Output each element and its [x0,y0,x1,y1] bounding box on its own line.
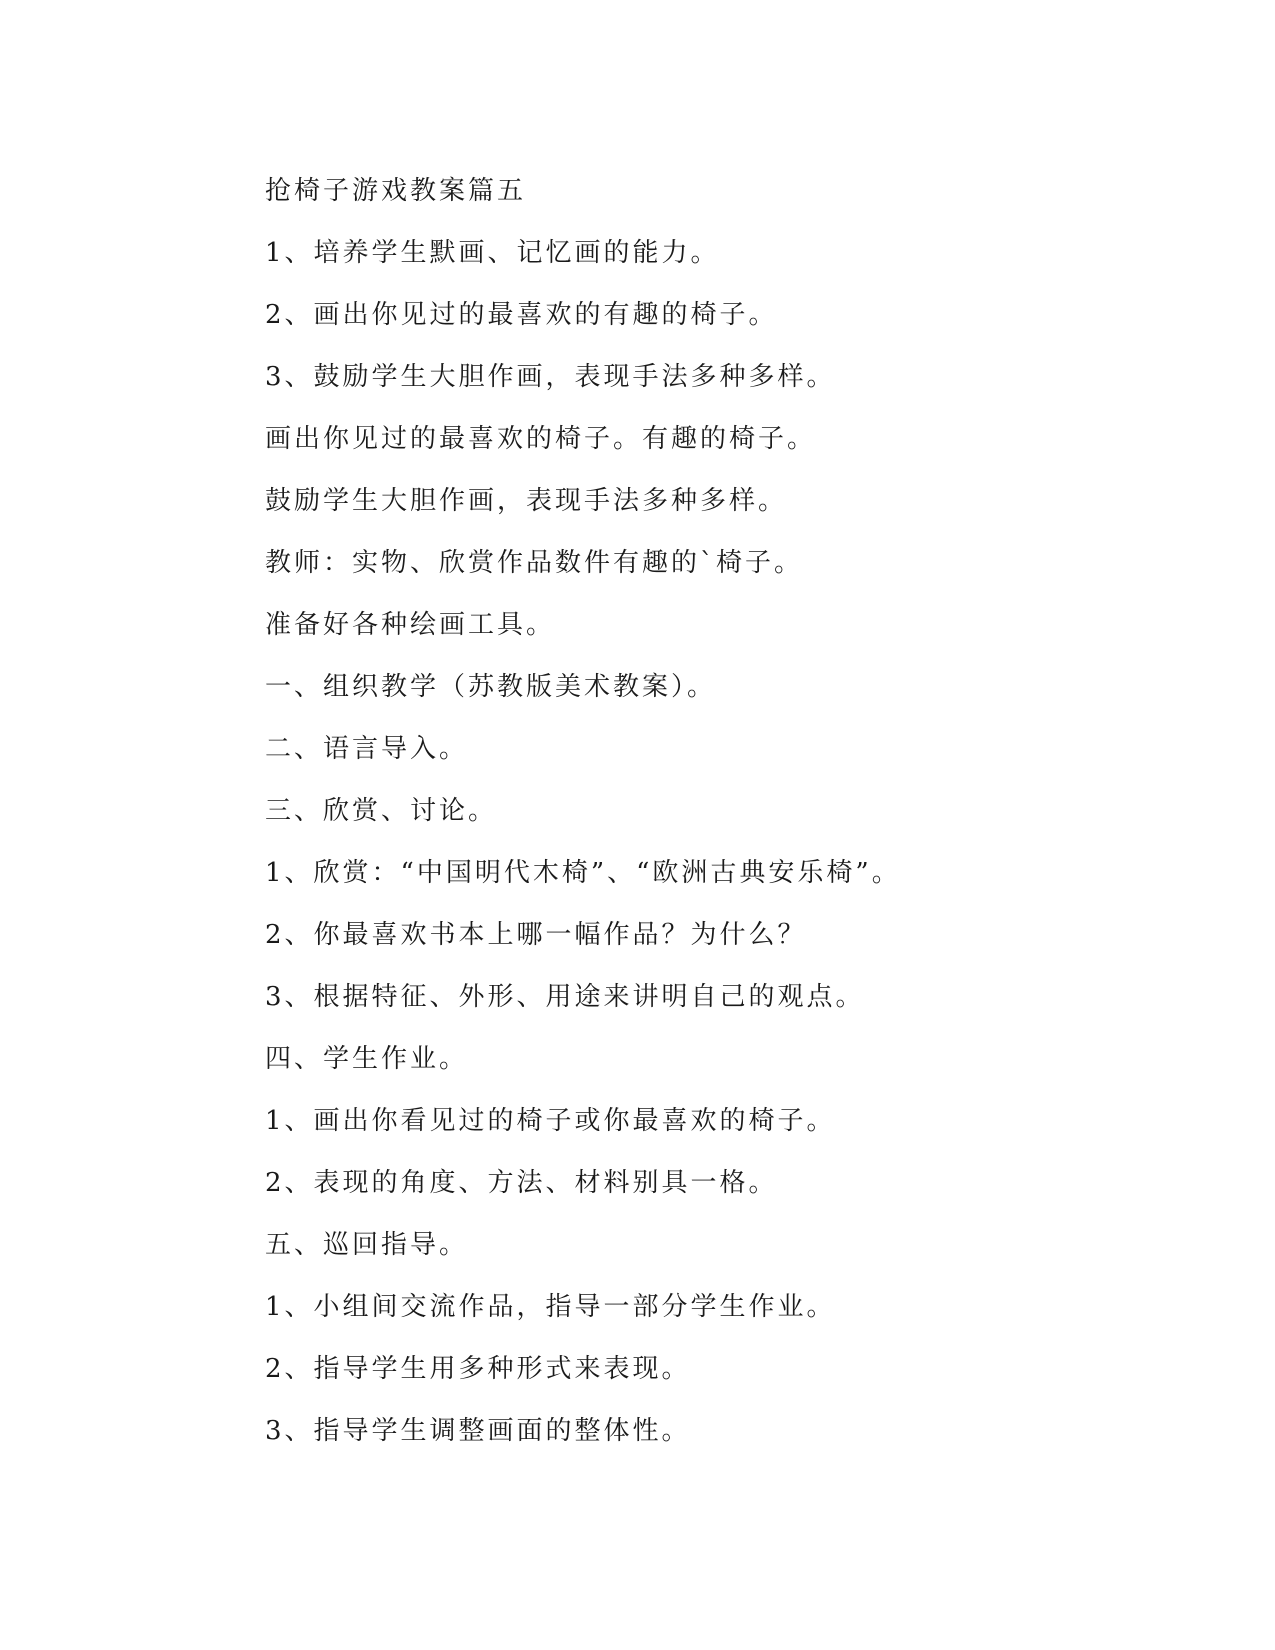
step-3-item-2: 2、你最喜欢书本上哪一幅作品？为什么？ [265,920,807,950]
step-1-heading: 一、组织教学（苏教版美术教案）。 [265,672,717,702]
document-title: 抢椅子游戏教案篇五 [265,176,527,206]
objective-2: 2、画出你见过的最喜欢的有趣的椅子。 [265,300,778,330]
objective-1: 1、培养学生默画、记忆画的能力。 [265,238,720,268]
objective-3: 3、鼓励学生大胆作画，表现手法多种多样。 [265,362,836,392]
step-2-heading: 二、语言导入。 [265,734,469,764]
teacher-preparation: 教师：实物、欣赏作品数件有趣的`椅子。 [265,548,804,578]
step-3-heading: 三、欣赏、讨论。 [265,796,498,826]
step-4-heading: 四、学生作业。 [265,1044,469,1074]
step-3-item-1: 1、欣赏：“中国明代木椅”、“欧洲古典安乐椅”。 [265,858,901,888]
step-5-heading: 五、巡回指导。 [265,1230,469,1260]
step-5-item-3: 3、指导学生调整画面的整体性。 [265,1416,691,1446]
document-body [265,168,1085,1470]
student-preparation: 准备好各种绘画工具。 [265,610,556,640]
step-3-item-3: 3、根据特征、外形、用途来讲明自己的观点。 [265,982,865,1012]
step-4-item-1: 1、画出你看见过的椅子或你最喜欢的椅子。 [265,1106,836,1136]
step-5-item-1: 1、小组间交流作品，指导一部分学生作业。 [265,1292,836,1322]
difficult-point: 鼓励学生大胆作画，表现手法多种多样。 [265,486,788,516]
key-point: 画出你见过的最喜欢的椅子。有趣的椅子。 [265,424,817,454]
step-4-item-2: 2、表现的角度、方法、材料别具一格。 [265,1168,778,1198]
step-5-item-2: 2、指导学生用多种形式来表现。 [265,1354,691,1384]
